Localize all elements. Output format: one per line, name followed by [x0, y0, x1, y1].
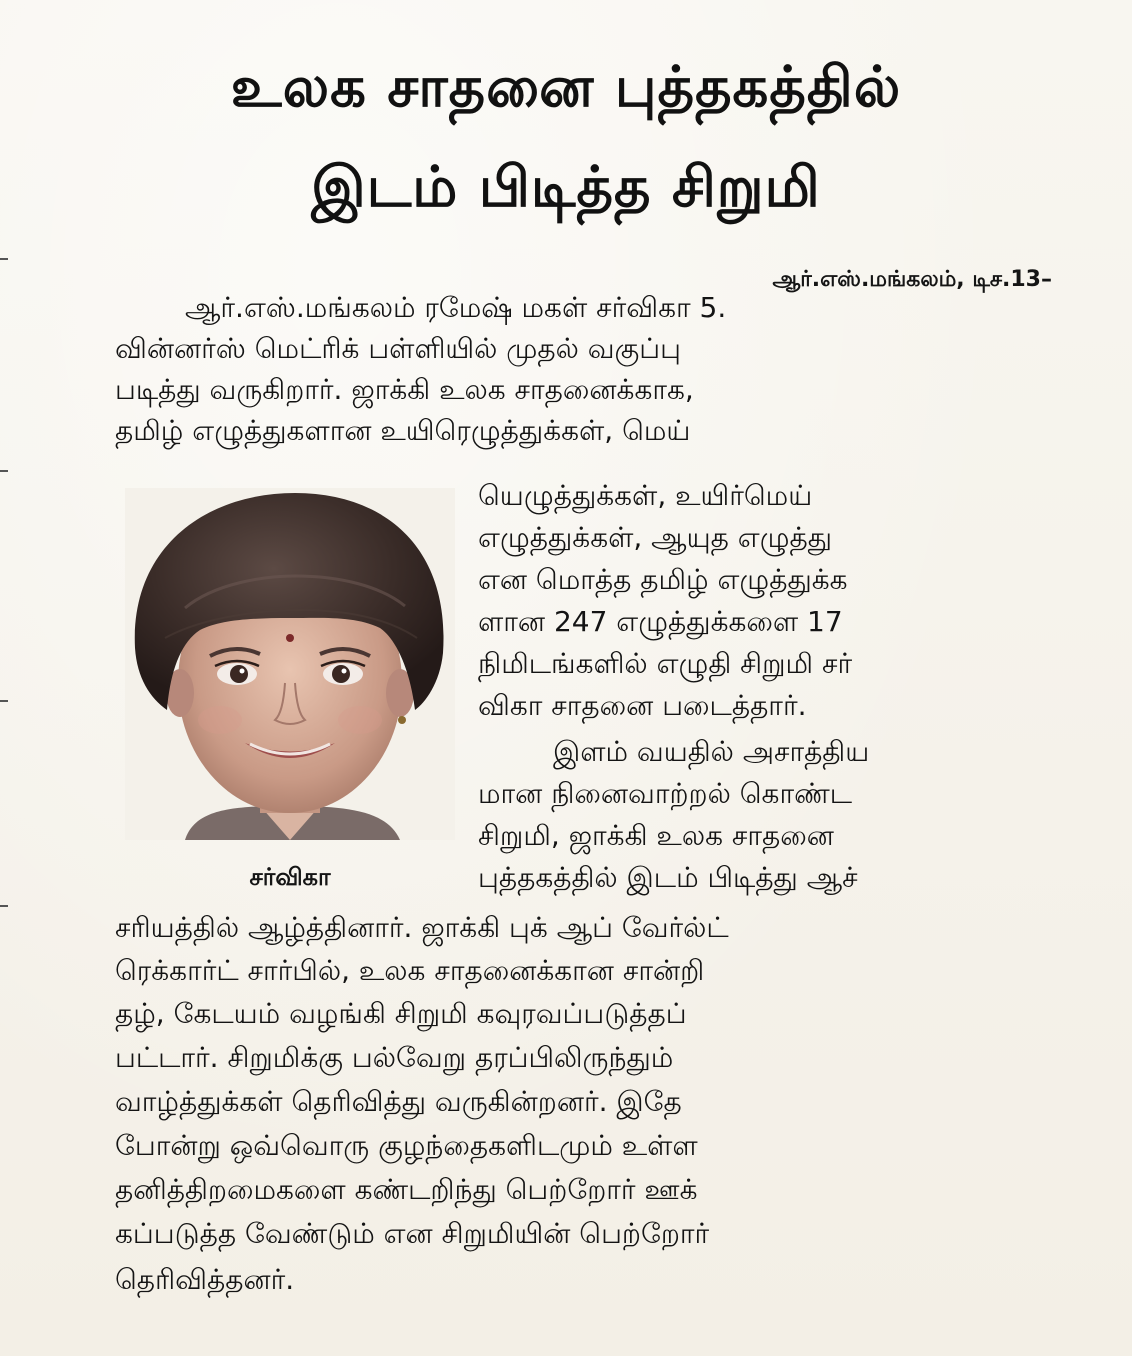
body-line: பட்டார். சிறுமிக்கு பல்வேறு தரப்பிலிருந்தும்	[115, 1041, 674, 1074]
body-line: ரெக்கார்ட் சார்பில், உலக சாதனைக்கான சான்றி	[115, 954, 705, 987]
body-line: தெரிவித்தனர்.	[115, 1263, 295, 1296]
body-line: எழுத்துக்கள், ஆயுத எழுத்து	[478, 521, 833, 554]
body-line: என மொத்த தமிழ் எழுத்துக்க	[478, 563, 848, 596]
page-edge-mark	[0, 470, 8, 472]
body-line: நிமிடங்களில் எழுதி சிறுமி சர்	[478, 647, 853, 680]
body-line: ஆர்.எஸ்.மங்கலம் ரமேஷ் மகள் சர்விகா 5.	[185, 291, 727, 324]
headline-line-1: உலக சாதனை புத்தகத்தில்	[230, 55, 902, 120]
body-line: இளம் வயதில் அசாத்திய	[553, 735, 870, 768]
body-line: படித்து வருகிறார். ஜாக்கி உலக சாதனைக்காக,	[115, 373, 694, 406]
body-line: கப்படுத்த வேண்டும் என சிறுமியின் பெற்றோர்	[115, 1217, 710, 1250]
body-line: யெழுத்துக்கள், உயிர்மெய்	[478, 479, 813, 512]
body-line: மான நினைவாற்றல் கொண்ட	[478, 777, 852, 810]
dateline: ஆர்.எஸ்.மங்கலம், டிச.13–	[772, 267, 1052, 292]
body-line: வாழ்த்துக்கள் தெரிவித்து வருகின்றனர். இதே	[115, 1085, 682, 1118]
body-line: தழ், கேடயம் வழங்கி சிறுமி கவுரவப்படுத்தப்	[115, 997, 687, 1030]
page-edge-mark	[0, 700, 8, 702]
body-line: சரியத்தில் ஆழ்த்தினார். ஜாக்கி புக் ஆப் வேர்ல்ட்	[115, 911, 729, 944]
body-line: தமிழ் எழுத்துகளான உயிரெழுத்துக்கள், மெய்	[115, 414, 691, 447]
photo-caption: சர்விகா	[249, 863, 331, 891]
page-edge-mark	[0, 258, 8, 260]
body-line: போன்று ஒவ்வொரு குழந்தைகளிடமும் உள்ள	[115, 1129, 698, 1162]
body-line: விகா சாதனை படைத்தார்.	[478, 689, 807, 722]
body-line: ளான 247 எழுத்துக்களை 17	[478, 605, 843, 638]
girl-photo	[125, 488, 455, 840]
headline-line-2: இடம் பிடித்த சிறுமி	[311, 155, 821, 220]
body-line: சிறுமி, ஜாக்கி உலக சாதனை	[478, 819, 834, 852]
body-line: புத்தகத்தில் இடம் பிடித்து ஆச்	[478, 861, 858, 894]
page-edge-mark	[0, 905, 8, 907]
body-line: தனித்திறமைகளை கண்டறிந்து பெற்றோர் ஊக்	[115, 1173, 698, 1206]
body-line: வின்னர்ஸ் மெட்ரிக் பள்ளியில் முதல் வகுப்பு	[115, 332, 681, 365]
